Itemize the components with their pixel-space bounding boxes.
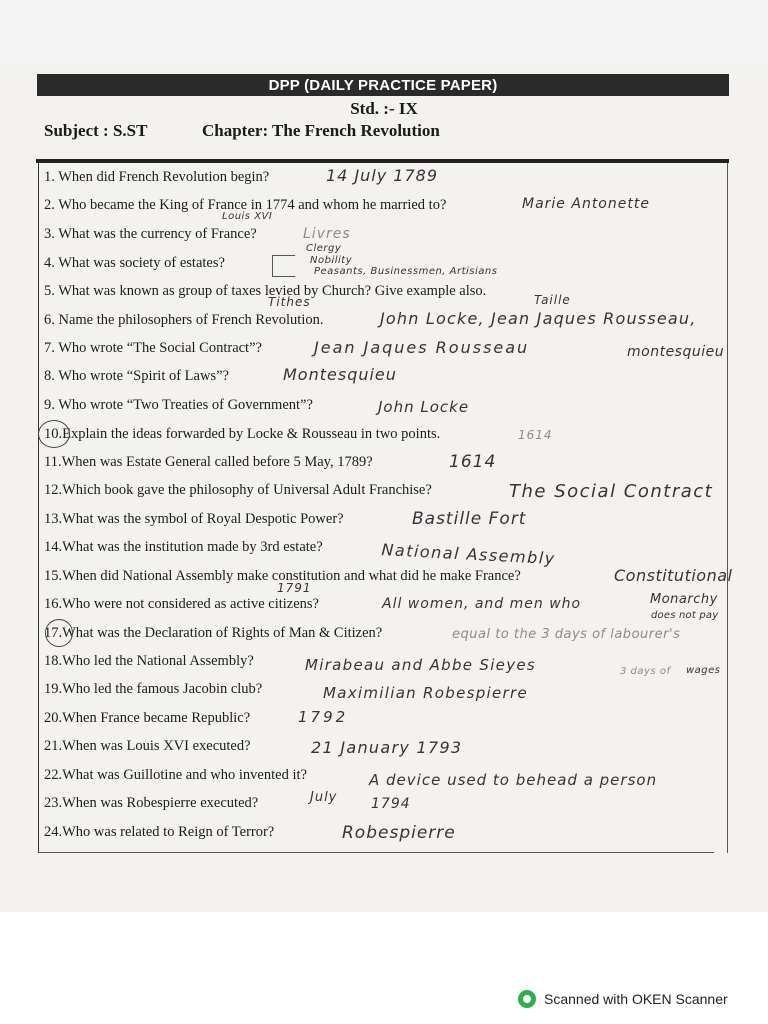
question-13: 13.What was the symbol of Royal Despotic Power? xyxy=(44,511,344,527)
answer-16-continued: does not pay xyxy=(651,610,719,621)
answer-8: Montesquieu xyxy=(283,365,397,384)
answer-4-bracket-mark xyxy=(272,255,295,277)
question-21: 21.When was Louis XVI executed? xyxy=(44,738,251,754)
question-24: 24.Who was related to Reign of Terror? xyxy=(44,824,275,840)
question-16: 16.Who were not considered as active citizens? xyxy=(44,596,319,612)
paper-title: DPP (DAILY PRACTICE PAPER) xyxy=(37,74,729,96)
question-10-circle-mark xyxy=(38,420,70,448)
answer-19: Maximilian Robespierre xyxy=(323,684,529,702)
answer-20: 1792 xyxy=(298,708,349,726)
oken-scanner-logo-icon xyxy=(518,990,536,1008)
question-14: 14.What was the institution made by 3rd estate? xyxy=(44,539,323,555)
answer-11: 1614 xyxy=(449,452,497,472)
scanner-watermark xyxy=(518,990,728,1008)
answer-2: Marie Antonette xyxy=(522,196,650,212)
question-12: 12.Which book gave the philosophy of Universal Adult Franchise? xyxy=(44,482,432,498)
answer-21: 21 January 1793 xyxy=(311,738,463,757)
question-22: 22.What was Guillotine and who invented it? xyxy=(44,767,307,783)
question-17-circle-mark xyxy=(45,619,73,647)
answer-17-continued: wages xyxy=(686,665,721,676)
question-5: 5. What was known as group of taxes levied by Church? Give example also. xyxy=(44,283,487,299)
answer-24: Robespierre xyxy=(342,823,456,843)
question-1: 1. When did French Revolution begin? xyxy=(44,169,270,185)
answer-15: Constitutional xyxy=(614,566,733,585)
question-19: 19.Who led the famous Jacobin club? xyxy=(44,681,263,697)
answer-17: equal to the 3 days of labourer's xyxy=(452,627,681,642)
chapter-label: Chapter: The French Revolution xyxy=(202,121,440,140)
answer-17-faint: 3 days of xyxy=(620,666,671,677)
answer-16: All women, and men who xyxy=(382,596,582,612)
question-3: 3. What was the currency of France? xyxy=(44,226,257,242)
question-20: 20.When France became Republic? xyxy=(44,710,251,726)
question-23: 23.When was Robespierre executed? xyxy=(44,795,259,811)
question-2: 2. Who became the King of France in 1774 and whom he married to? xyxy=(44,197,447,213)
question-9: 9. Who wrote “Two Treaties of Government”? xyxy=(44,397,313,413)
question-15: 15.When did National Assembly make constitution and what did he make France? xyxy=(44,568,521,584)
answer-6-continued: montesquieu xyxy=(627,344,725,360)
question-8: 8. Who wrote “Spirit of Laws”? xyxy=(44,368,229,384)
answer-18: Mirabeau and Abbe Sieyes xyxy=(305,656,537,674)
scanner-watermark-text: Scanned with OKEN Scanner xyxy=(544,991,728,1007)
answer-12: The Social Contract xyxy=(509,481,714,502)
answer-13: Bastille Fort xyxy=(412,509,527,529)
answer-23-year: 1794 xyxy=(371,796,411,812)
subject-label: Subject : S.ST xyxy=(44,121,148,140)
question-6: 6. Name the philosophers of French Revolution. xyxy=(44,312,324,328)
answer-1: 14 July 1789 xyxy=(326,166,439,185)
answer-4-peasants: Peasants, Businessmen, Artisians xyxy=(314,266,498,277)
question-10: 10.Explain the ideas forwarded by Locke & Rousseau in two points. xyxy=(44,426,441,442)
question-7: 7. Who wrote “The Social Contract”? xyxy=(44,340,262,356)
answer-15-continued: Monarchy xyxy=(650,592,718,607)
answer-14: National Assembly xyxy=(381,540,557,569)
question-11: 11.When was Estate General called before 5 May, 1789? xyxy=(44,454,373,470)
answer-5-tithes: Tithes xyxy=(268,295,311,309)
answer-23-month: July xyxy=(310,790,338,805)
answer-7: Jean Jaques Rousseau xyxy=(314,338,530,357)
answer-3: Livres xyxy=(303,226,351,242)
answer-6: John Locke, Jean Jaques Rousseau, xyxy=(380,309,697,328)
answer-9: John Locke xyxy=(378,398,470,416)
question-box-bottom-border xyxy=(38,852,714,853)
answer-4-nobility: Nobility xyxy=(310,255,353,266)
question-4: 4. What was society of estates? xyxy=(44,255,225,271)
standard-label: Std. :- IX xyxy=(350,99,418,118)
answer-10: 1614 xyxy=(518,428,553,442)
question-17: 17.What was the Declaration of Rights of Man & Citizen? xyxy=(44,625,383,641)
answer-5-taille: Taille xyxy=(534,293,571,307)
answer-4-clergy: Clergy xyxy=(306,243,342,254)
question-18: 18.Who led the National Assembly? xyxy=(44,653,254,669)
question-box-right-border xyxy=(727,163,728,853)
answer-15-year: 1791 xyxy=(277,581,312,595)
answer-2-king: Louis XVI xyxy=(222,211,273,222)
answer-22: A device used to behead a person xyxy=(369,771,658,789)
